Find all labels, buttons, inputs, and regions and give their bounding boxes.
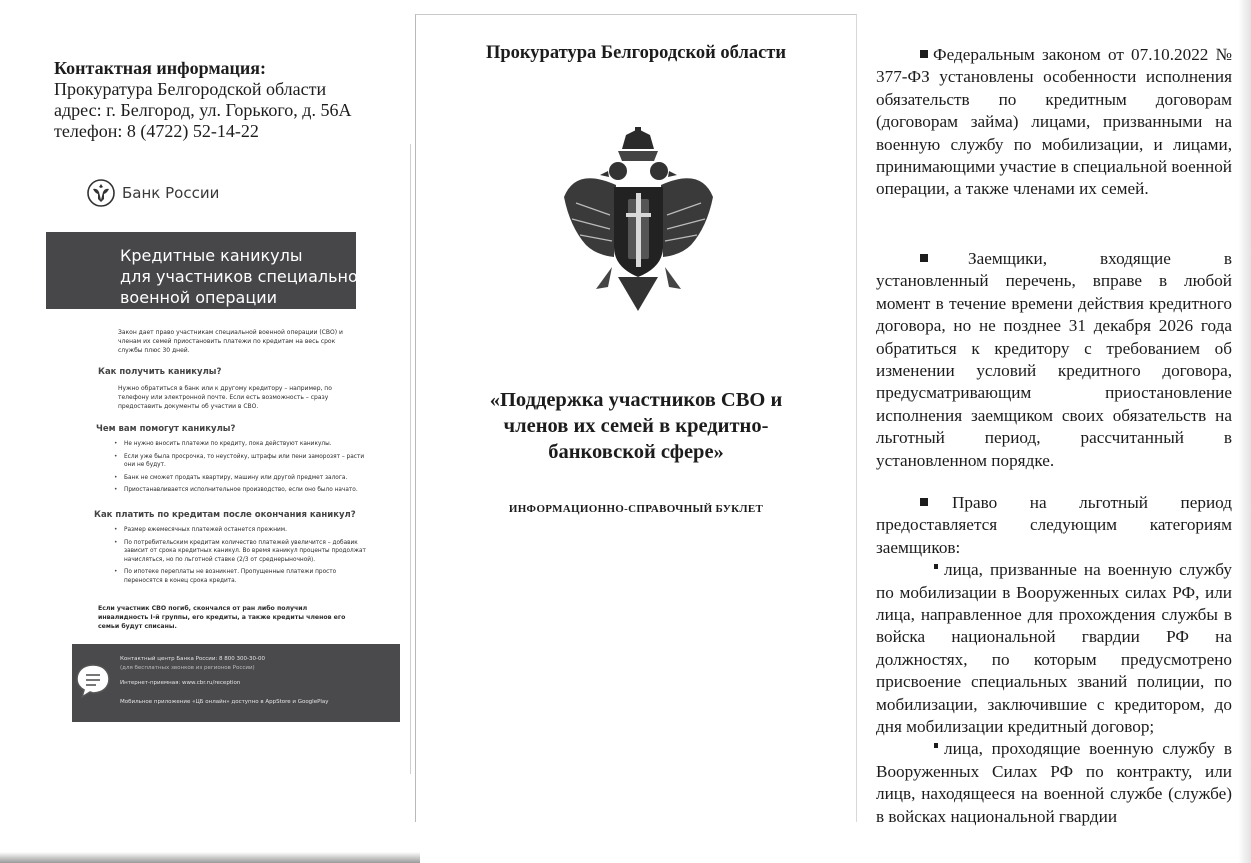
list-item: • Банк не сможет продать квартиру, машину или другой предмет залога.: [112, 474, 372, 483]
list-item: • Если уже была просрочка, то неустойку, штрафы или пени заморозят – расти они не будут.: [112, 453, 372, 470]
leaflet-intro: Закон дает право участникам специальной военной операции (СВО) и членам их семей приостановить платежи по кредитам на весь срок службы плюс 30 дней.: [118, 329, 343, 354]
contact-center-line: Контактный центр Банка России: 8 800 300-30-00: [120, 656, 266, 662]
leaflet-list: [112, 526, 372, 589]
app-line: Мобильное приложение «ЦБ онлайн» доступно в AppStore и GooglePlay: [120, 699, 329, 705]
dot-bullet-icon: [934, 743, 938, 748]
cover-title-line: членов их семей в кредитно-: [503, 415, 769, 437]
contact-heading: Контактная информация:: [54, 58, 266, 78]
leaflet-section-title: Как платить по кредитам после окончания каникул?: [94, 510, 356, 520]
banner-line-3: военной операции: [120, 288, 277, 307]
square-bullet-icon: [920, 254, 928, 262]
list-item: • По потребительским кредитам количество платежей увеличится – добавик зависит от срока кредитных каникул. Во время каникул проценты продолжат начисляться, но по льготной ставке (2/3 от среднерыночной).: [112, 539, 372, 565]
cover-subtitle: ИНФОРМАЦИОННО-СПРАВОЧНЫЙ БУКЛЕТ: [508, 503, 764, 515]
list-item: • По ипотеке переплаты не возникнет. Пропущенные платежи просто переносятся в конец срока кредита.: [112, 568, 372, 585]
banner-line-2: для участников специальной: [120, 267, 369, 286]
contact-center-note: (для бесплатных звонков из регионов России): [120, 665, 255, 671]
cover-title-line: «Поддержка участников СВО и: [489, 389, 783, 411]
leaflet-note: Если участник СВО погиб, скончался от ран либо получил инвалидность I-й группы, его кредиты, а также кредиты членов его семьи будут списаны.: [98, 605, 346, 630]
website-line: Интернет-приемная: www.cbr.ru/reception: [120, 680, 241, 686]
list-item: • Не нужно вносить платежи по кредиту, пока действуют каникулы.: [112, 440, 372, 449]
leaflet-section-text: Нужно обратиться в банк или к другому кредитору – например, по телефону или электронной почте. Если есть возможность – сразу предоставить документы об участии в СВО.: [118, 385, 332, 410]
leaflet-banner: [46, 232, 369, 309]
contact-phone: телефон: 8 (4722) 52-14-22: [54, 121, 259, 141]
square-bullet-icon: [920, 50, 928, 58]
paragraph-text: Право на льготный период предоставляется следующим категориям заемщиков:: [876, 493, 1232, 557]
scan-shadow: [0, 852, 420, 863]
paragraph-text: Федеральным законом от 07.10.2022 № 377-ФЗ установлены особенности исполнения обязательств по кредитным договорам (договорам займа) лицами, призванными на военную службу по мобилизации, и лицами, принимающими участие в специальной военной операции, а также членами их семей.: [876, 45, 1232, 199]
paragraph-categories: [876, 492, 1232, 828]
paragraph-text: Заемщики, входящие в установленный перечень, вправе в любой момент в течение времени действия кредитного договора, но не позднее 31 декабря 2026 года обратиться к кредитору с требованием об изменении условий кредитного договора, предусматривающим приостановление исполнения заемщиком своих обязательств на льготный период, рассчитанный в установленном порядке.: [876, 249, 1232, 470]
leaflet-section-title: Чем вам помогут каникулы?: [96, 424, 236, 434]
booklet-cover: [415, 14, 857, 822]
leaflet-list: [112, 440, 372, 499]
list-item: лица, призванные на военную службу по мобилизации в Вооруженных силах РФ, или лица, направленное для прохождения службы в войска национальной гвардии РФ на должностях, по которым предусмотрено присвоение специальных званий полиции, по мобилизации, заключившие с кредитором, до дня мобилизации кредитный договор;: [876, 560, 1232, 737]
bank-leaflet: [46, 144, 411, 774]
cover-header: Прокуратура Белгородской области: [485, 43, 787, 63]
bank-name: Банк России: [122, 184, 220, 202]
contact-address: адрес: г. Белгород, ул. Горького, д. 56А: [54, 100, 352, 120]
prosecutor-emblem-icon: [556, 127, 721, 317]
list-item: лица, проходящие военную службу в Вооруженных Силах РФ по контракту, или лицв, находящееся на военной службе (службе) в войсках национальной гвардии: [876, 739, 1232, 826]
scan-shadow-right: [1238, 0, 1251, 863]
leaflet-footer: [72, 644, 400, 722]
chat-icon: [74, 662, 112, 700]
paragraph-borrowers: [876, 248, 1232, 472]
cover-title-line: банковской сфере»: [548, 441, 724, 463]
square-bullet-icon: [920, 498, 928, 506]
list-item: • Размер ежемесячных платежей останется прежним.: [112, 526, 372, 535]
paragraph-law: [876, 44, 1232, 201]
contact-info: [54, 58, 351, 142]
list-item: • Приостанавливается исполнительное производство, если оно было начато.: [112, 486, 372, 495]
dot-bullet-icon: [934, 564, 938, 569]
leaflet-section-title: Как получить каникулы?: [98, 367, 222, 377]
double-eagle-icon: [86, 178, 116, 208]
cover-title: [446, 387, 826, 465]
contact-org: Прокуратура Белгородской области: [54, 79, 327, 99]
banner-line-1: Кредитные каникулы: [120, 246, 303, 265]
bank-logo: [86, 178, 219, 208]
